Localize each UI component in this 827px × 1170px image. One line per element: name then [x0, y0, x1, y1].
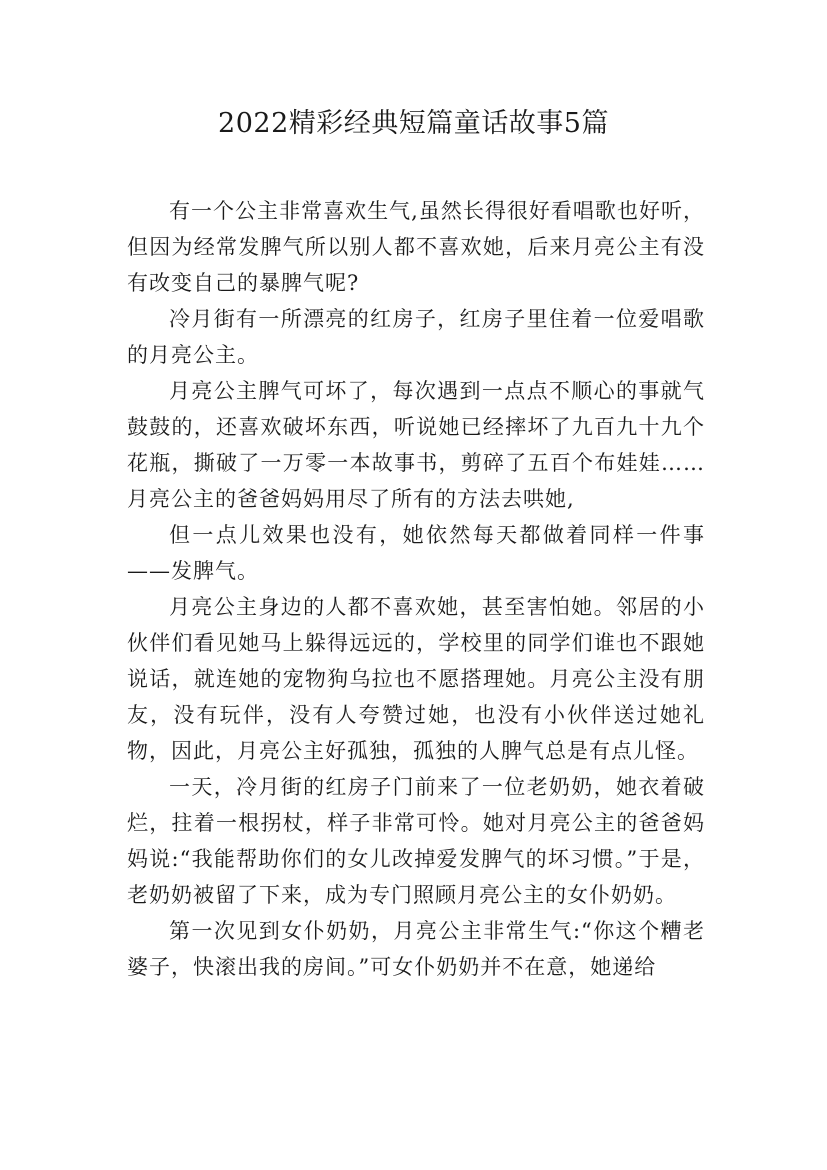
paragraph-3: 月亮公主脾气可坏了，每次遇到一点点不顺心的事就气鼓鼓的，还喜欢破坏东西，听说她已经摔坏了九百九十九个花瓶，撕破了一万零一本故事书，剪碎了五百个布娃娃……月亮公主的爸爸妈妈用尽了所有的方法去哄她, [127, 379, 705, 511]
document-title: 2022精彩经典短篇童话故事5篇 [218, 108, 609, 139]
paragraph-1: 有一个公主非常喜欢生气,虽然长得很好看唱歌也好听，但因为经常发脾气所以别人都不喜欢她，后来月亮公主有没有改变自己的暴脾气呢? [127, 199, 705, 295]
story-body [127, 193, 705, 985]
paragraph-4: 但一点儿效果也没有，她依然每天都做着同样一件事——发脾气。 [127, 523, 705, 583]
paragraph-2: 冷月街有一所漂亮的红房子，红房子里住着一位爱唱歌的月亮公主。 [127, 307, 705, 367]
paragraph-6: 一天，冷月街的红房子门前来了一位老奶奶，她衣着破烂，拄着一根拐杖，样子非常可怜。她对月亮公主的爸爸妈妈说:“我能帮助你们的女儿改掉爱发脾气的坏习惯。”于是，老奶奶被留了下来，成为专门照顾月亮公主的女仆奶奶。 [127, 775, 705, 907]
paragraph-7: 第一次见到女仆奶奶，月亮公主非常生气:“你这个糟老婆子，快滚出我的房间。”可女仆奶奶并不在意，她递给 [127, 919, 705, 979]
paragraph-5: 月亮公主身边的人都不喜欢她，甚至害怕她。邻居的小伙伴们看见她马上躲得远远的，学校里的同学们谁也不跟她说话，就连她的宠物狗乌拉也不愿搭理她。月亮公主没有朋友，没有玩伴，没有人夸赞过她，也没有小伙伴送过她礼物，因此，月亮公主好孤独，孤独的人脾气总是有点儿怪。 [127, 595, 705, 763]
